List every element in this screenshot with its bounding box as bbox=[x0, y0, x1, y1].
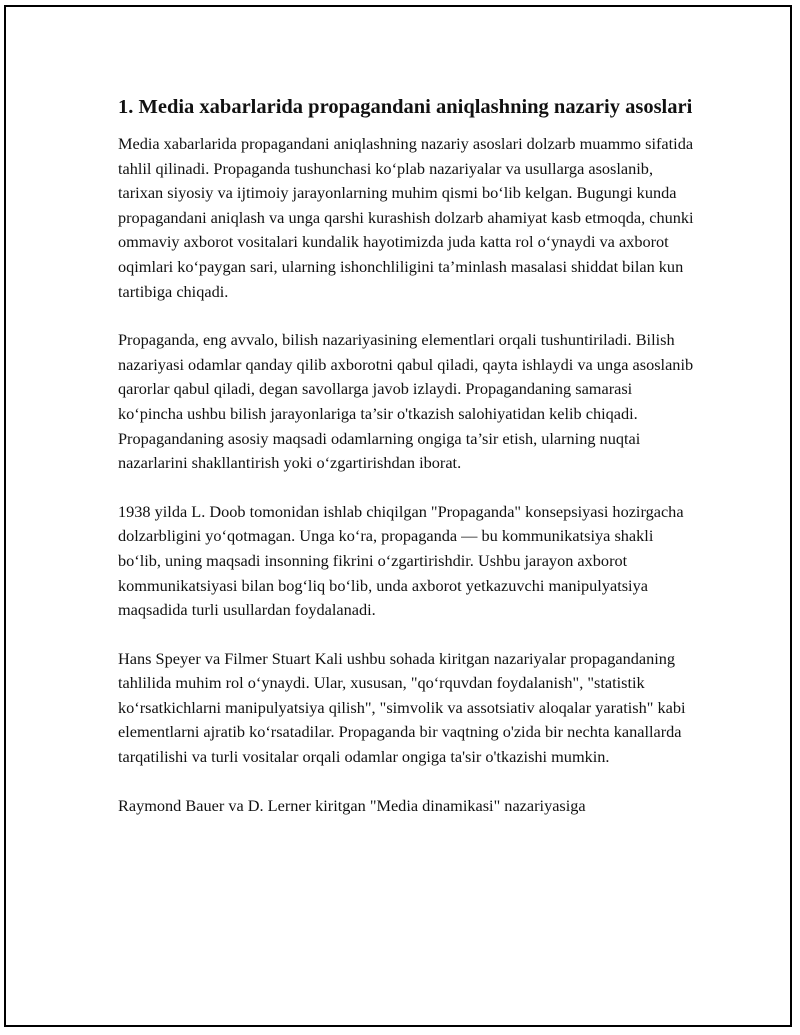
document-body bbox=[118, 93, 698, 842]
paragraph-5: Raymond Bauer va D. Lerner kiritgan "Media dinamikasi" nazariyasiga bbox=[118, 795, 586, 815]
paragraph-1: Media xabarlarida propagandani aniqlashning nazariy asoslari dolzarb muammo sifatida tahlil qilinadi. Propaganda tushunchasi ko‘plab nazariyalar va usullarga asoslanib, tarixan siyosiy va ijtimoiy jarayonlarning muhim qismi bo‘lib kelgan. Bugungi kunda propagandani aniqlash va unga qarshi kurashish dolzarb ahamiyat kasb etmoqda, chunki ommaviy axborot vositalari kundalik hayotimizda juda katta rol o‘ynaydi va axborot oqimlari ko‘paygan sari, ularning ishonchliligini ta’minlash masalasi shiddat bilan kun tartibiga chiqadi. bbox=[118, 134, 694, 301]
paragraph-2: Propaganda, eng avvalo, bilish nazariyasining elementlari orqali tushuntiriladi. Bilish nazariyasi odamlar qanday qilib axborotni qabul qiladi, qayta ishlaydi va unga asoslanib qarorlar qabul qiladi, degan savollarga javob izlaydi. Propagandaning samarasi ko‘pincha ushbu bilish jarayonlariga ta’sir o'tkazish salohiyatidan kelib chiqadi. Propagandaning asosiy maqsadi odamlarning ongiga ta’sir etish, ularning nuqtai nazarlarini shakllantirish yoki o‘zgartirishdan iborat. bbox=[118, 330, 694, 473]
paragraph-4: Hans Speyer va Filmer Stuart Kali ushbu sohada kiritgan nazariyalar propagandaning tahlilida muhim rol o‘ynaydi. Ular, xususan, "qo‘rquvdan foydalanish", "statistik ko‘rsatkichlarni manipulyatsiya qilish", "simvolik va assotsiativ aloqalar yaratish" kabi elementlarni ajratib ko‘rsatadilar. Propaganda bir vaqtning o'zida bir nechta kanallarda tarqatilishi va turli vositalar orqali odamlar ongiga ta'sir o'tkazishi mumkin. bbox=[118, 648, 686, 767]
section-heading: 1. Media xabarlarida propagandani aniqlashning nazariy asoslari bbox=[118, 96, 693, 118]
paragraph-3: 1938 yilda L. Doob tomonidan ishlab chiqilgan "Propaganda" konsepsiyasi hozirgacha dolzarbligini yo‘qotmagan. Unga ko‘ra, propaganda — bu kommunikatsiya shakli bo‘lib, uning maqsadi insonning fikrini o‘zgartirishdir. Ushbu jarayon axborot kommunikatsiyasi bilan bog‘liq bo‘lib, unda axborot yetkazuvchi manipulyatsiya maqsadida turli usullardan foydalanadi. bbox=[118, 501, 684, 620]
